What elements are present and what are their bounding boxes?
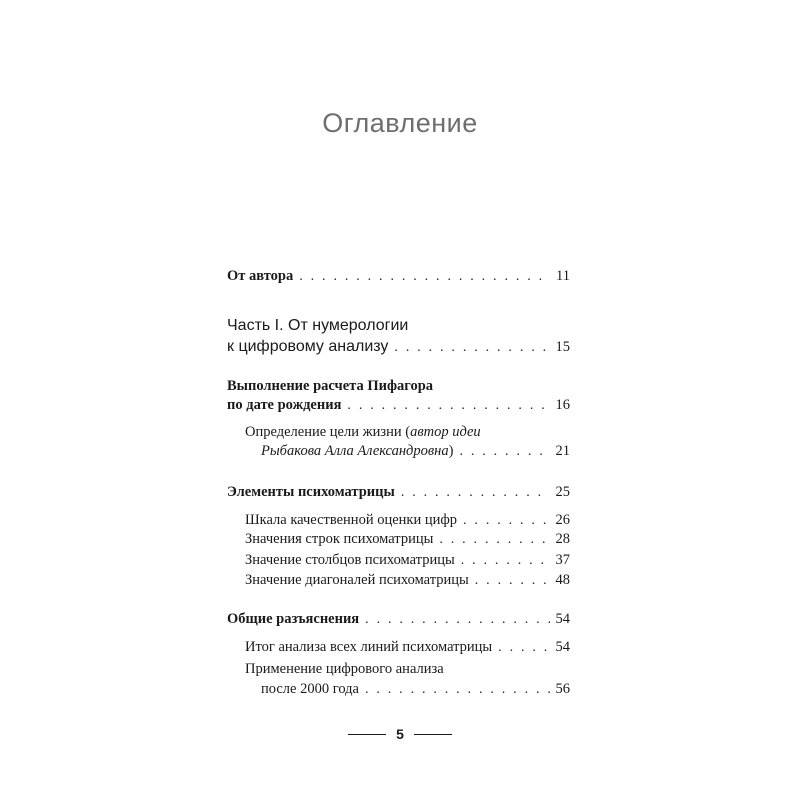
toc-entry-label: Итог анализа всех линий психоматрицы — [245, 639, 493, 655]
leader-dots — [299, 267, 550, 287]
toc-page-number: 11 — [556, 268, 570, 284]
page-title: Оглавление — [322, 108, 478, 138]
toc-page-number: 16 — [555, 397, 570, 413]
toc-entry-scale[interactable] — [245, 510, 570, 531]
toc-entry-label: Рыбакова Алла Александровна) — [261, 443, 454, 459]
toc-entry-life-goal-line1[interactable]: Определение цели жизни (автор идеи — [245, 424, 481, 440]
leader-dots — [365, 610, 549, 630]
leader-dots — [439, 530, 549, 550]
toc-entry-from-author[interactable] — [227, 266, 570, 287]
toc-page-number: 48 — [555, 572, 570, 588]
toc-page-number: 37 — [555, 552, 570, 568]
footer-rule-right — [414, 734, 452, 735]
toc-entry-pythagoras-line1[interactable]: Выполнение расчета Пифагора — [227, 378, 434, 394]
toc-page-number: 54 — [555, 639, 570, 655]
toc-page-number: 26 — [555, 512, 570, 528]
toc-entry-label: к цифровому анализу — [227, 338, 389, 355]
leader-dots — [459, 442, 549, 462]
toc-entry-part1-line1[interactable]: Часть I. От нумерологии — [227, 317, 409, 334]
toc-entry-life-goal[interactable] — [261, 441, 570, 462]
toc-entry-part1[interactable] — [227, 337, 570, 358]
toc-entry-diagonals[interactable] — [245, 570, 570, 591]
toc-entry-label: Значение диагоналей психоматрицы — [245, 572, 469, 588]
toc-entry-label: Элементы психоматрицы — [227, 484, 395, 500]
leader-dots — [394, 338, 549, 358]
toc-entry-rows[interactable] — [245, 529, 570, 550]
toc-entry-label: после 2000 года — [261, 681, 359, 697]
toc-entry-label: по дате рождения — [227, 397, 342, 413]
toc-entry-summary[interactable] — [245, 637, 570, 658]
toc-entry-after-2000[interactable] — [261, 679, 570, 700]
toc-entry-general[interactable] — [227, 609, 570, 630]
toc-page-number: 25 — [555, 484, 570, 500]
toc-page-number: 15 — [555, 339, 570, 355]
toc-entry-label: Значение столбцов психоматрицы — [245, 552, 455, 568]
page-footer — [0, 726, 800, 742]
leader-dots — [365, 680, 550, 700]
leader-dots — [498, 638, 549, 658]
toc-entry-label: Общие разъяснения — [227, 611, 360, 627]
toc-page-number: 21 — [555, 443, 570, 459]
toc-entry-after-2000-line1[interactable]: Применение цифрового анализа — [245, 661, 444, 677]
footer-rule-left — [348, 734, 386, 735]
leader-dots — [347, 396, 549, 416]
toc-entry-elements[interactable] — [227, 482, 570, 503]
toc-entry-pythagoras[interactable] — [227, 395, 570, 416]
leader-dots — [401, 483, 550, 503]
leader-dots — [461, 551, 550, 571]
toc-entry-label: Значения строк психоматрицы — [245, 531, 434, 547]
toc-entry-label: От автора — [227, 268, 294, 284]
leader-dots — [463, 511, 549, 531]
toc-page-number: 56 — [555, 681, 570, 697]
page-number: 5 — [396, 726, 404, 742]
toc-page-number: 28 — [555, 531, 570, 547]
toc-entry-columns[interactable] — [245, 550, 570, 571]
toc-entry-label: Шкала качественной оценки цифр — [245, 512, 458, 528]
leader-dots — [475, 571, 550, 591]
toc-page-number: 54 — [555, 611, 570, 627]
